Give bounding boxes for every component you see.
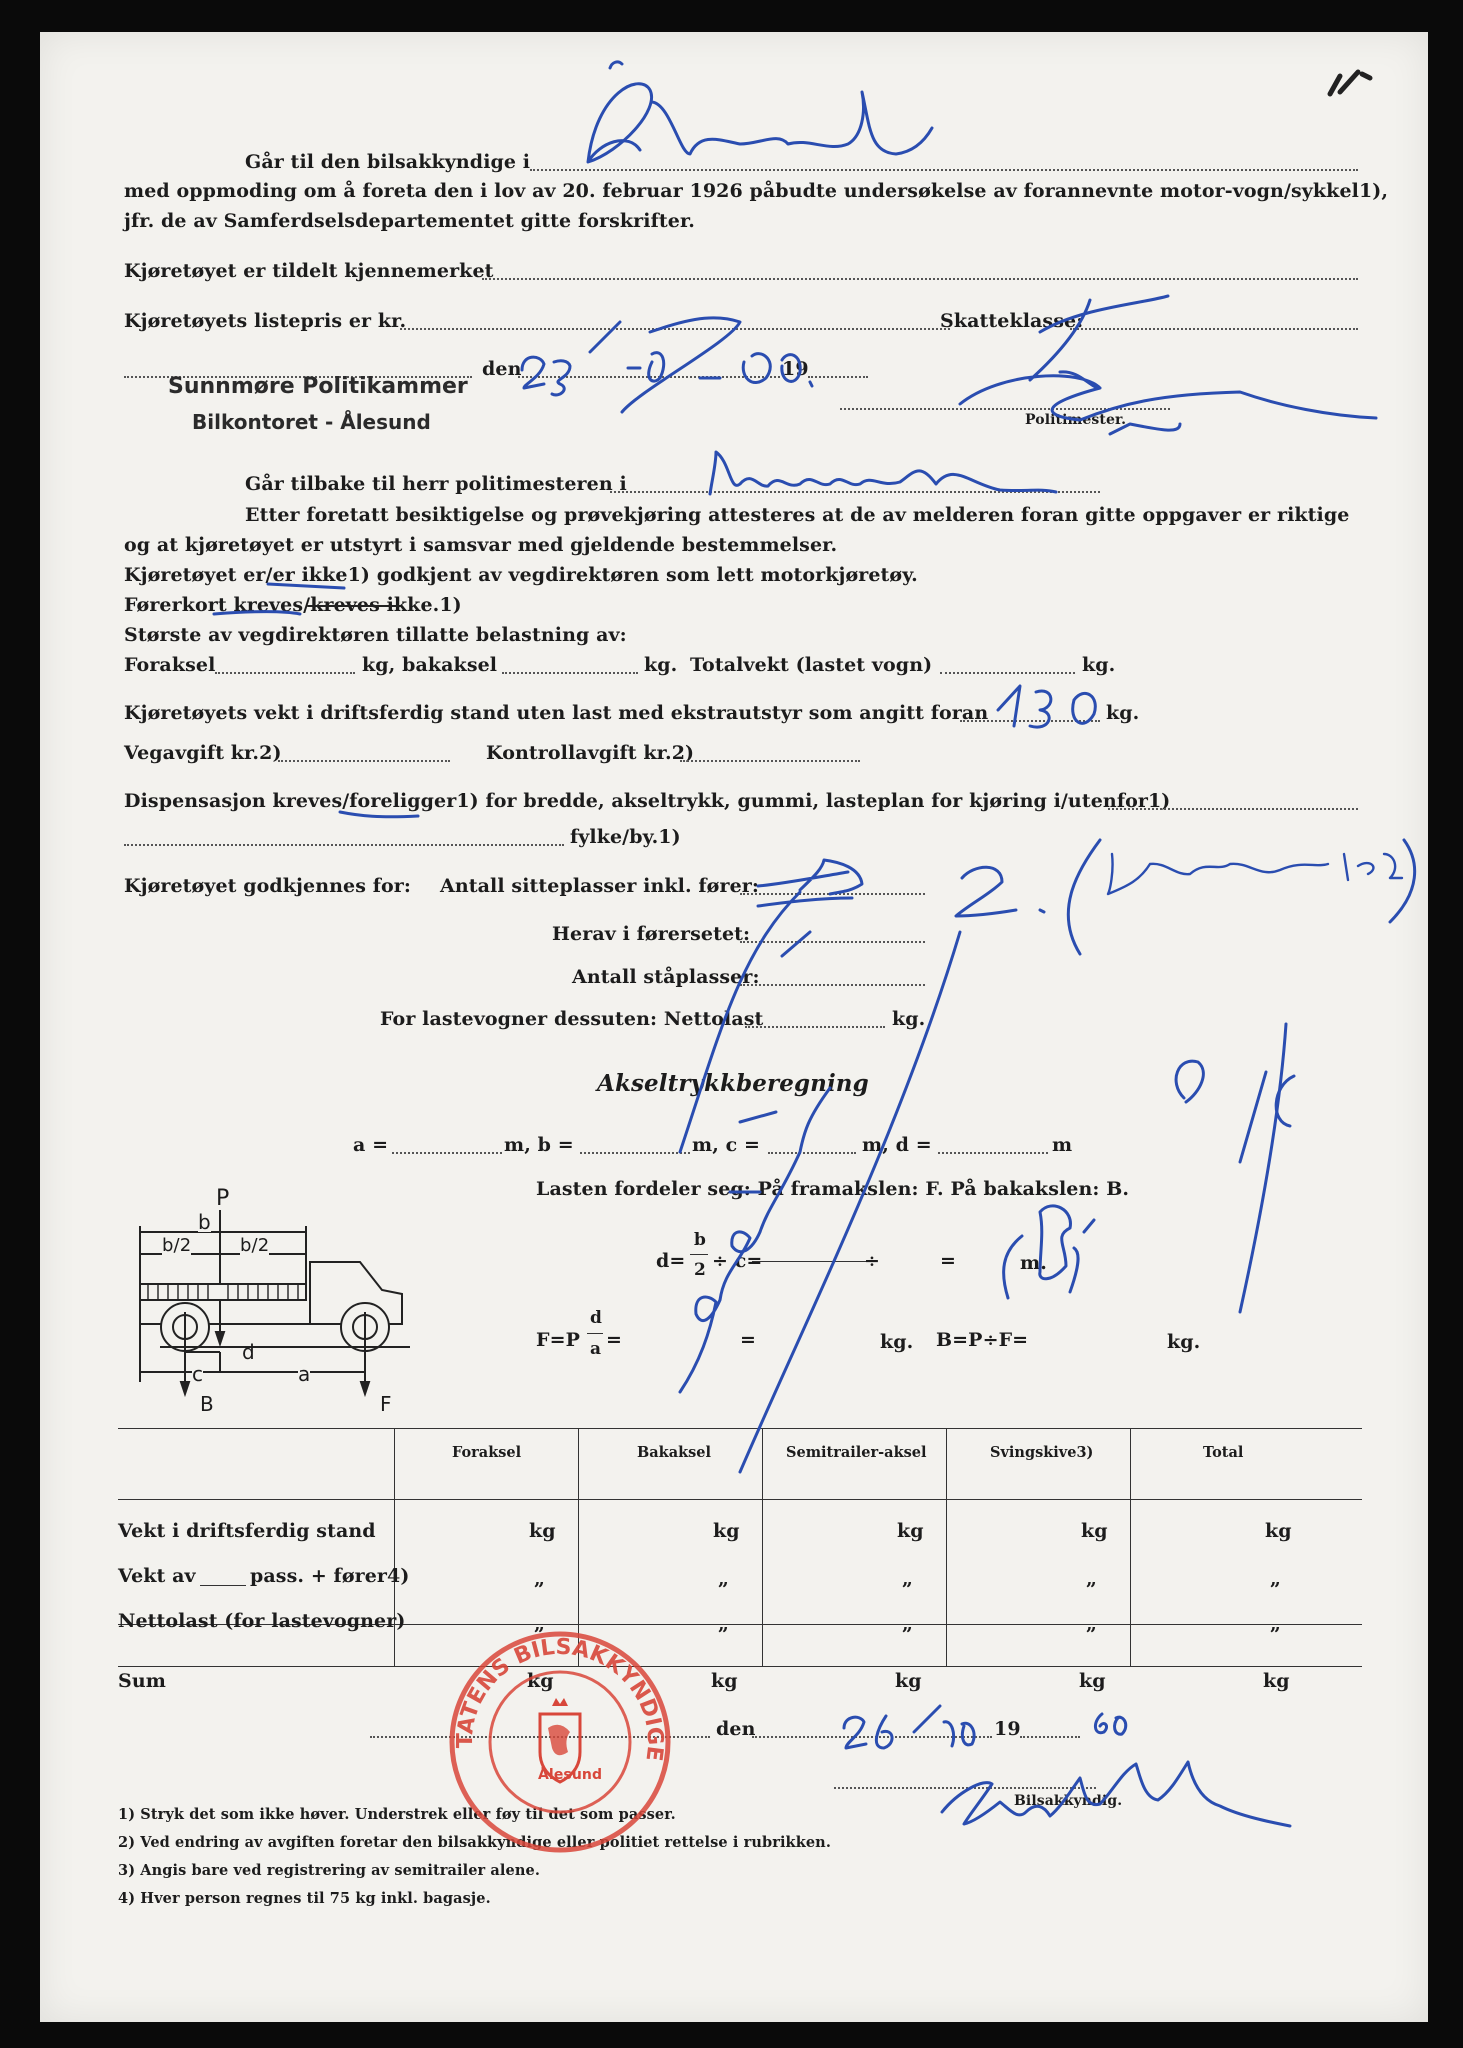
m-c-label: m, c = [692,1134,761,1156]
hw-year2-stroke [1095,1714,1125,1734]
hw-diag-line-3 [1240,1024,1286,1312]
m-b-label: m, b = [504,1134,574,1156]
d-eq: d= [656,1250,686,1272]
listepris-label: Kjøretøyets listepris er kr. [124,310,407,332]
footnote-4: 4) Hver person regnes til 75 kg inkl. bagasje. [118,1890,491,1907]
den-label-1: den [482,358,522,380]
kg-b: kg. [1167,1331,1201,1353]
attest-line2: og at kjøretøyet er utstyrt i samsvar med gjeldende bestemmelser. [124,534,838,556]
bilsakkyndig-label: Bilsakkyndig. [1014,1793,1123,1809]
line1-label: Går til den bilsakkyndige i [245,151,531,173]
table-row-label: Sum [118,1670,166,1692]
table-cell: kg [895,1670,922,1692]
table-header: Semitrailer-aksel [786,1444,927,1461]
hw-underline-foreligger [340,812,418,817]
diagram-c: c [192,1362,204,1386]
den-label-2: den [716,1718,756,1740]
diagram-p: P [216,1186,230,1211]
frac-a: a [590,1339,602,1359]
vekt-label: Kjøretøyets vekt i driftsferdig stand uten last med ekstrautstyr som angitt foran [124,702,989,724]
diagram-b: b [198,1210,211,1234]
tilbake-label: Går tilbake til herr politimesteren i [245,473,627,495]
div-c: ÷ c= [712,1250,763,1272]
table-cell: „ [902,1568,914,1590]
table-cell: kg [1265,1520,1292,1542]
table-row-label: Nettolast (for lastevogner) [118,1610,406,1632]
politimester-label: Politimester. [1025,412,1127,428]
table-cell: „ [1270,1613,1282,1635]
hw-underline-kreves [214,612,300,614]
dispensasjon-label: Dispensasjon kreves/foreligger1) for bredde, akseltrykk, gummi, lasteplan for kjøring i/utenfor1) [124,790,1171,812]
godkjennes-label: Kjøretøyet godkjennes for: [124,875,411,897]
table-cell: kg [529,1520,556,1542]
police-stamp-line1: Sunnmøre Politikammer [168,374,468,399]
table-cell: kg [527,1670,554,1692]
table-header: Foraksel [452,1444,522,1461]
bakaksel-label: kg, bakaksel [362,654,498,676]
hw-vekt-stroke [998,686,1095,727]
stamp-place: Ålesund [538,1767,603,1783]
table-cell: „ [534,1613,546,1635]
hw-diag3-stroke [1176,1061,1294,1162]
hw-forersetet-stroke [782,932,810,956]
table-cell: „ [534,1568,546,1590]
table-row-label-mid: pass. + fører4) [250,1565,410,1587]
hw-diag1-stroke [680,1088,830,1392]
m-end: m [1052,1134,1073,1156]
f-eq: F=P [536,1329,580,1351]
eq-sign-2: = [740,1329,757,1351]
foraksel-label: Foraksel [124,654,216,676]
staplasser-label: Antall ståplasser: [572,966,760,988]
eq-sign: = [940,1250,957,1272]
year-prefix-2: 19 [994,1718,1021,1740]
table-cell: kg [711,1670,738,1692]
table-row-label: Vekt av [118,1565,196,1587]
frac-b: b [694,1230,706,1250]
kg-unit-3: kg. [1106,702,1140,724]
hw-long-stroke [622,318,740,412]
forersetet-label: Herav i førersetet: [552,923,751,945]
table-cell: kg [713,1520,740,1542]
table-cell: kg [897,1520,924,1542]
totalvekt-label: Totalvekt (lastet vogn) [690,654,933,676]
hw-signature-police [960,296,1376,434]
table-cell: „ [718,1613,730,1635]
nettolast-label: For lastevogner dessuten: Nettolast [380,1008,764,1030]
diagram-d: d [242,1340,255,1364]
lasten-line: Lasten fordeler seg: På framakslen: F. På bakakslen: B. [536,1178,1130,1200]
m-d-label: m, d = [862,1134,932,1156]
diagram-b2-right: b/2 [240,1235,270,1256]
kg-unit-2: kg. [1082,654,1116,676]
table-cell: kg [1079,1670,1106,1692]
table-cell: „ [1086,1613,1098,1635]
table-cell: kg [1081,1520,1108,1542]
attest-line1: Etter foretatt besiktigelse og prøvekjøring attesteres at de av melderen foran gitte oppgaver er riktige [245,504,1350,526]
kontroll-label: Kontrollavgift kr.2) [486,742,695,764]
hw-tilbake-stroke [710,452,1056,494]
table-cell: „ [718,1568,730,1590]
diagram-a: a [298,1362,311,1386]
f-eq-tail: = [606,1329,623,1351]
corner-mark [1330,72,1370,94]
div2: ÷ [864,1250,881,1272]
kjennemerke-label: Kjøretøyet er tildelt kjennemerket [124,260,494,282]
table-row-label: Vekt i driftsferdig stand [118,1520,376,1542]
hw-place-stroke [588,62,932,162]
aksel-title: Akseltrykkberegning [597,1070,869,1097]
frac-d: d [590,1308,602,1328]
hw-note-stroke [1108,854,1402,894]
forerkort-line: Førerkort kreves/kreves ikke.1) [124,594,462,616]
sitteplasser-label: Antall sitteplasser inkl. fører: [440,875,759,897]
hw-diag2-stroke [1004,1206,1094,1298]
skatteklasse-label: Skatteklasse: [940,310,1084,332]
frac-2: 2 [694,1260,706,1280]
kg-f: kg. [880,1331,914,1353]
hw-date-stroke [522,322,812,395]
footnote-2: 2) Ved endring av avgiften foretar den bilsakkyndige eller politiet rettelse i rubrikken. [118,1834,831,1851]
kg-unit-1: kg. [644,654,678,676]
document-page [40,32,1428,2022]
table-header: Total [1203,1444,1244,1461]
table-header: Bakaksel [637,1444,712,1461]
hw-underline-erikke [268,584,344,588]
nettolast-unit: kg. [892,1008,926,1030]
year-prefix-1: 19 [782,358,809,380]
hw-signature-bilsak [942,1762,1290,1826]
line3-text: jfr. de av Samferdselsdepartementet gitte forskrifter. [124,210,696,232]
table-header: Svingskive3) [990,1444,1094,1461]
table-cell: „ [1270,1568,1282,1590]
police-stamp-line2: Bilkontoret - Ålesund [192,410,431,434]
godkjent-line: Kjøretøyet er/er ikke1) godkjent av vegdirektøren som lett motorkjøretøy. [124,564,918,586]
hw-diag-line-1 [680,892,800,1152]
diagram-B: B [200,1392,214,1416]
line2-text: med oppmoding om å foreta den i lov av 20. februar 1926 påbudte undersøkelse av forannevnte motor-vogn/sykkel1), [124,180,1389,202]
a-eq: a = [353,1134,389,1156]
hw-date2-stroke [844,1706,974,1748]
storste-line: Største av vegdirektøren tillatte belastning av: [124,624,627,646]
vegavgift-label: Vegavgift kr.2) [124,742,282,764]
hw-note-bracket [1068,840,1414,954]
footnote-1: 1) Stryk det som ikke høver. Understrek eller føy til det som passer. [118,1806,676,1823]
stamp-ring-text: STATENS BILSAKKYNDIGE [432,1603,668,1763]
table-cell: „ [1086,1568,1098,1590]
handwriting-layer [40,32,1428,2022]
table-cell: „ [902,1613,914,1635]
m-unit: m. [1020,1252,1047,1274]
fylke-label: fylke/by.1) [570,826,681,848]
diagram-F: F [380,1392,392,1416]
b-eq: B=P÷F= [936,1329,1029,1351]
hw-class-stroke [758,860,1044,916]
footnote-3: 3) Angis bare ved registrering av semitrailer alene. [118,1862,540,1879]
table-cell: kg [1263,1670,1290,1692]
diagram-b2-left: b/2 [162,1235,192,1256]
